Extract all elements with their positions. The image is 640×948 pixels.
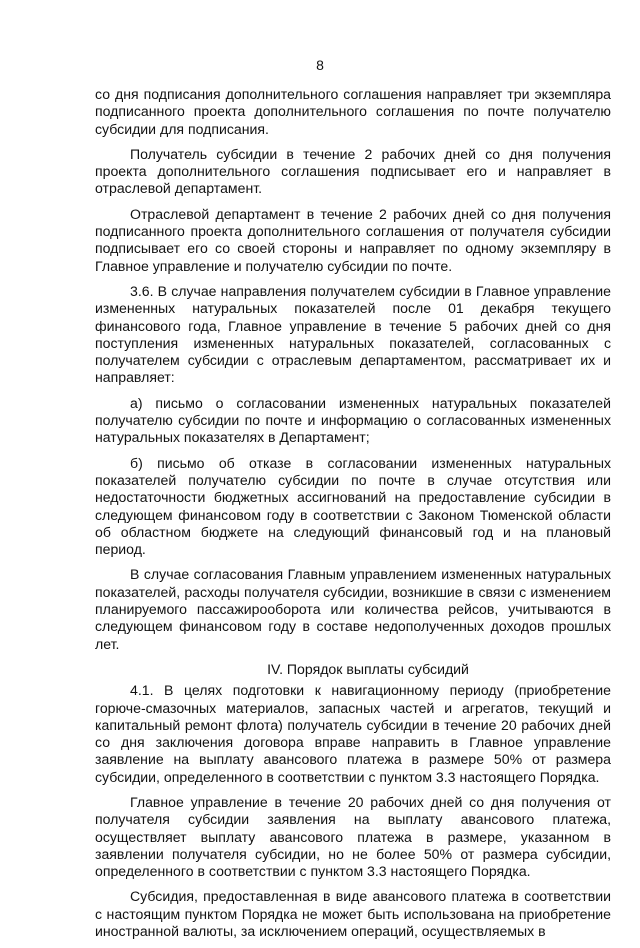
paragraph: 3.6. В случае направления получателем субсидии в Главное управление измененных натуральных показателей после 01 декабря текущего финансового года, Главное управление в течение 5 рабочих дней со дня поступления измененных натуральных показателей, согласованных с получателем субсидии с отраслевым департаментом, рассматривает их и направляет: xyxy=(95,282,611,386)
section-title: IV. Порядок выплаты субсидий xyxy=(267,660,469,677)
paragraph: Субсидия, предоставленная в виде авансового платежа в соответствии с настоящим пунктом Порядка не может быть использована на приобретение иностранной валюты, за исключением операций, осуществляемых в xyxy=(95,888,611,940)
page-number: 8 xyxy=(316,57,324,73)
paragraph: Главное управление в течение 20 рабочих дней со дня получения от получателя субсидии заявления на выплату авансового платежа, осуществляет выплату авансового платежа в размере, указанном в заявлении получателя субсидии, но не более 50% от размера субсидии, определенного в соответствии с пунктом 3.3 настоящего Порядка. xyxy=(95,793,611,880)
paragraphs-after-section xyxy=(95,682,611,940)
paragraph: б) письмо об отказе в согласовании измененных натуральных показателей получателю субсидии по почте в случае отсутствия или недостаточности бюджетных ассигнований на предоставление субсидии в следующем финансовом году в соответствии с Законом Тюменской области об областном бюджете на следующий финансовый год и на плановый период. xyxy=(95,454,611,558)
paragraph: а) письмо о согласовании измененных натуральных показателей получателю субсидии по почте и информацию о согласованных измененных натуральных показателях в Департамент; xyxy=(95,394,611,446)
paragraph: Получатель субсидии в течение 2 рабочих дней со дня получения проекта дополнительного соглашения подписывает его и направляет в отраслевой департамент. xyxy=(95,145,611,197)
paragraph: со дня подписания дополнительного соглашения направляет три экземпляра подписанного проекта дополнительного соглашения по почте получателю субсидии для подписания. xyxy=(95,86,611,137)
paragraph: 4.1. В целях подготовки к навигационному периоду (приобретение горюче-смазочных материалов, запасных частей и агрегатов, текущий и капитальный ремонт флота) получатель субсидии в течение 20 рабочих дней со дня заключения договора вправе направить в Главное управление заявление на выплату авансового платежа в размере 50% от размера субсидии, определенного в соответствии с пунктом 3.3 настоящего Порядка. xyxy=(95,682,611,785)
paragraphs-before-section xyxy=(95,86,611,653)
paragraph: В случае согласования Главным управлением измененных натуральных показателей, расходы получателя субсидии, возникшие в связи с изменением планируемого пассажирооборота или количества рейсов, учитываются в следующем финансовом году в составе недополученных доходов прошлых лет. xyxy=(95,566,611,652)
paragraph: Отраслевой департамент в течение 2 рабочих дней со дня получения подписанного проекта дополнительного соглашения от получателя субсидии подписывает его со своей стороны и направляет по одному экземпляру в Главное управление и получателю субсидии по почте. xyxy=(95,205,611,274)
document-body xyxy=(95,86,611,948)
